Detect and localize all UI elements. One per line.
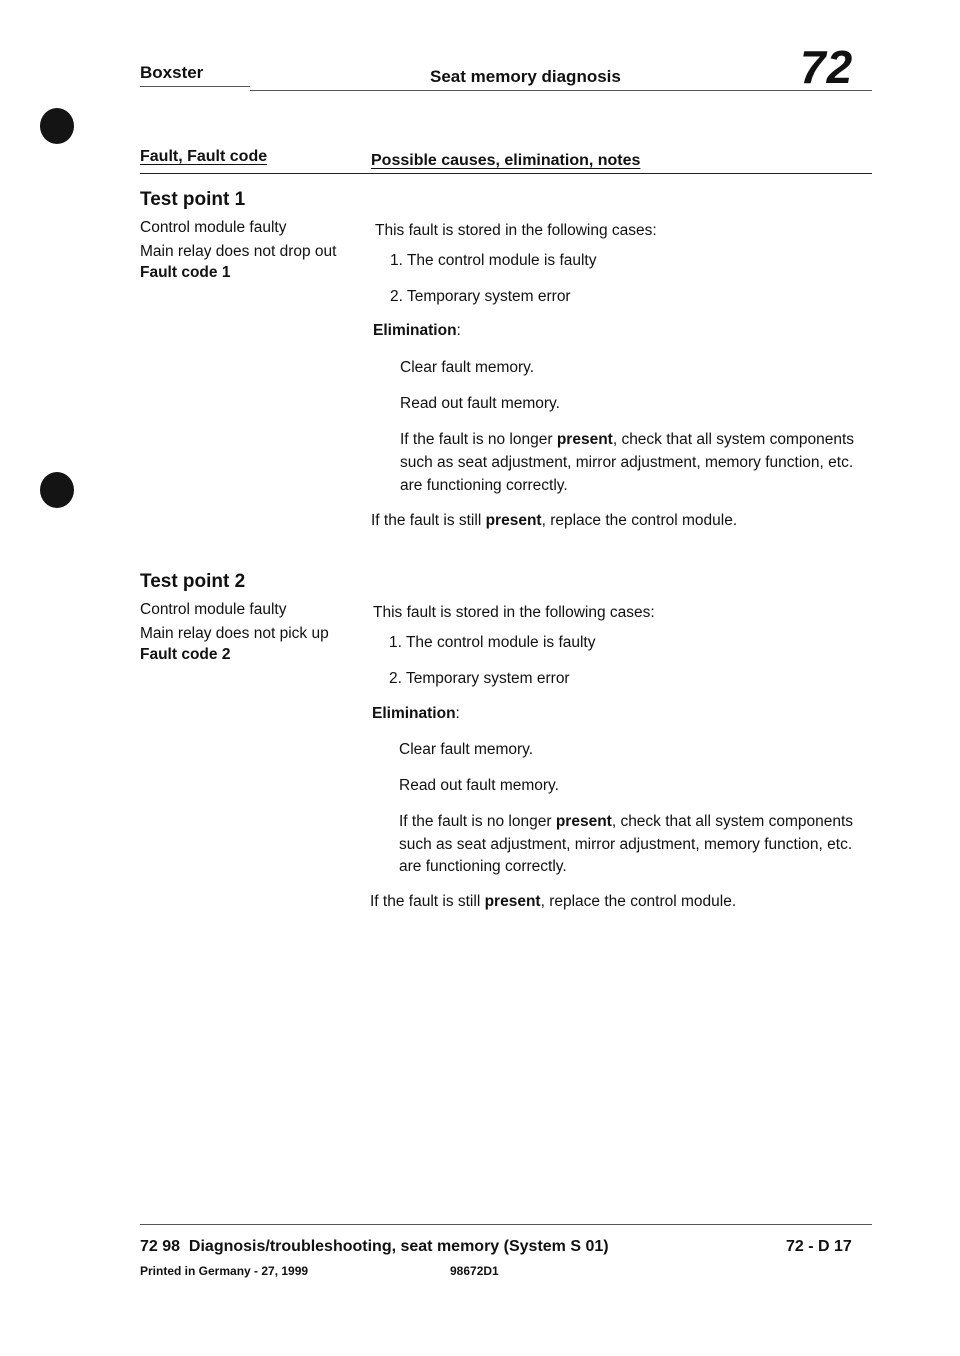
test-point-title: Test point 1 — [140, 189, 246, 210]
footer-title: 72 98 Diagnosis/troubleshooting, seat memory (System S 01) — [140, 1238, 609, 1255]
binder-hole-bottom — [40, 472, 74, 508]
column-header-rule — [140, 173, 872, 174]
header-model: Boxster — [140, 63, 204, 82]
check-instruction: If the fault is no longer present, check that all system components — [400, 431, 855, 448]
case-item: 1. The control module is faulty — [389, 634, 596, 651]
footer-doc-number: 98672D1 — [450, 1264, 499, 1278]
header-rule — [250, 90, 872, 91]
elimination-heading: Elimination: — [373, 322, 461, 339]
case-item: 2. Temporary system error — [389, 670, 570, 687]
elimination-heading: Elimination: — [372, 705, 460, 722]
fault-code: Fault code 2 — [140, 646, 231, 663]
header-group-number: 72 — [800, 41, 854, 93]
cases-intro: This fault is stored in the following cases: — [373, 604, 655, 621]
case-item: 1. The control module is faulty — [390, 252, 597, 269]
case-item: 2. Temporary system error — [390, 288, 571, 305]
fault-description: Main relay does not pick up — [140, 625, 329, 642]
elimination-step: Clear fault memory. — [400, 359, 535, 376]
test-point-title: Test point 2 — [140, 571, 246, 592]
elimination-step: Read out fault memory. — [400, 395, 560, 412]
header-title: Seat memory diagnosis — [430, 67, 621, 86]
elimination-step: Read out fault memory. — [399, 777, 559, 794]
header-rule-left — [140, 86, 250, 87]
column-header-fault: Fault, Fault code — [140, 148, 268, 165]
final-instruction: If the fault is still present, replace the control module. — [370, 893, 737, 910]
binder-hole-top — [40, 108, 74, 144]
fault-description: Control module faulty — [140, 219, 287, 236]
cases-intro: This fault is stored in the following cases: — [375, 222, 657, 239]
footer-rule — [140, 1224, 872, 1225]
check-instruction-line2: such as seat adjustment, mirror adjustment, memory function, etc. — [400, 454, 854, 471]
check-instruction-line3: are functioning correctly. — [399, 858, 567, 875]
fault-description: Main relay does not drop out — [140, 243, 337, 260]
final-instruction: If the fault is still present, replace the control module. — [371, 512, 738, 529]
check-instruction-line3: are functioning correctly. — [400, 477, 568, 494]
elimination-step: Clear fault memory. — [399, 741, 534, 758]
fault-code: Fault code 1 — [140, 264, 231, 281]
check-instruction: If the fault is no longer present, check that all system components — [399, 813, 854, 830]
footer-printed: Printed in Germany - 27, 1999 — [140, 1264, 309, 1278]
fault-description: Control module faulty — [140, 601, 287, 618]
column-header-causes: Possible causes, elimination, notes — [371, 152, 641, 169]
check-instruction-line2: such as seat adjustment, mirror adjustment, memory function, etc. — [399, 836, 853, 853]
footer-page-number: 72 - D 17 — [786, 1238, 852, 1255]
